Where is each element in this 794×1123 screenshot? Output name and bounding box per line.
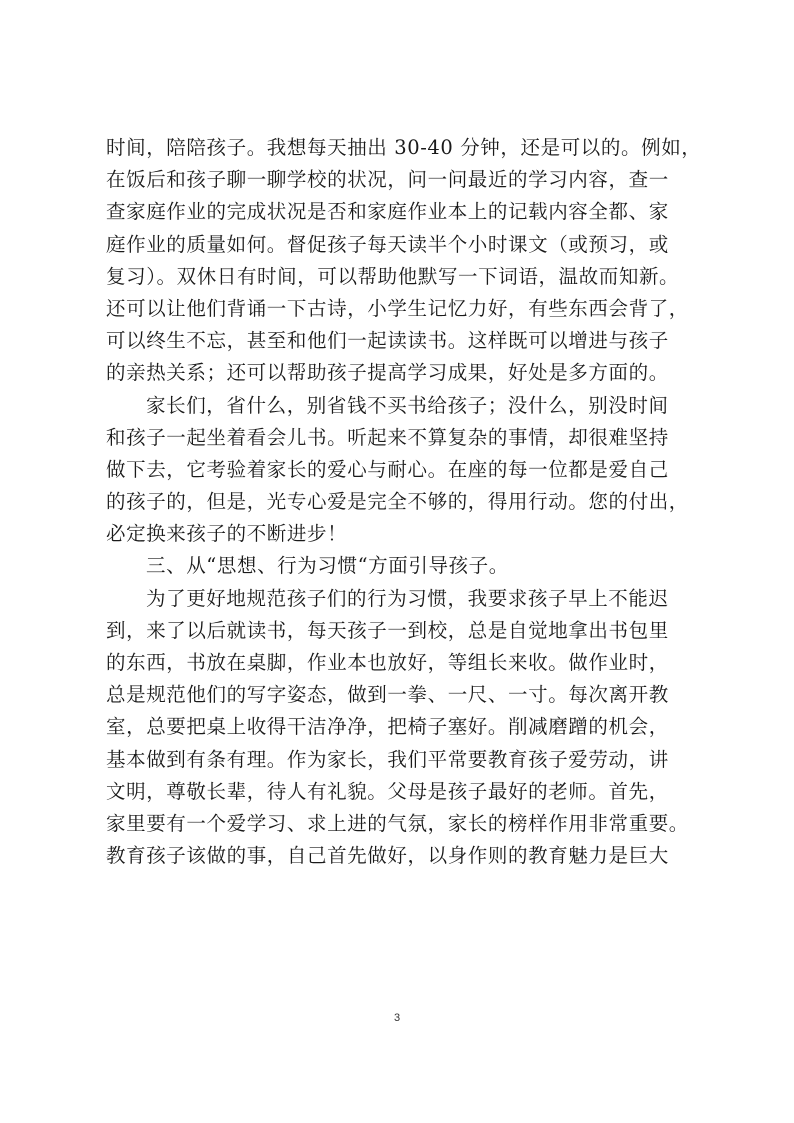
text-line: 和孩子一起坐着看会儿书。听起来不算复杂的事情，却很难坚持 <box>106 425 669 449</box>
text-line: 还可以让他们背诵一下古诗，小学生记忆力好，有些东西会背了， <box>106 296 689 320</box>
text-line: 可以终生不忘，甚至和他们一起读读书。这样既可以增进与孩子 <box>106 329 669 353</box>
section-heading: 三、从“思想、行为习惯“方面引导孩子。 <box>146 554 509 578</box>
text-line: 总是规范他们的写字姿态，做到一拳、一尺、一寸。每次离开教 <box>106 683 669 707</box>
body-text <box>106 132 716 872</box>
text-line: 复习）。双休日有时间，可以帮助他默写一下词语，温故而知新。 <box>106 264 680 288</box>
text-line: 的东西，书放在桌脚，作业本也放好，等组长来收。做作业时， <box>106 651 669 674</box>
text-line: 庭作业的质量如何。督促孩子每天读半个小时课文（或预习，或 <box>106 232 669 256</box>
text-line: 必定换来孩子的不断进步！ <box>106 522 348 546</box>
paragraph-start-line: 为了更好地规范孩子们的行为习惯，我要求孩子早上不能迟 <box>146 586 669 610</box>
text-line: 的孩子的，但是，光专心爱是完全不够的，得用行动。您的付出， <box>106 490 689 514</box>
paragraph-start-line: 家长们，省什么，别省钱不买书给孩子；没什么，别没时间 <box>146 393 669 417</box>
text-line: 的亲热关系；还可以帮助孩子提高学习成果，好处是多方面的。 <box>106 361 669 385</box>
text-line: 到，来了以后就读书，每天孩子一到校，总是自觉地拿出书包里 <box>106 618 669 642</box>
text-line: 文明，尊敬长辈，待人有礼貌。父母是孩子最好的老师。首先， <box>106 779 669 803</box>
text-line: 室，总要把桌上收得干洁净净，把椅子塞好。削减磨蹭的机会， <box>106 715 669 739</box>
text-line: 教育孩子该做的事，自己首先做好，以身作则的教育魅力是巨大 <box>106 844 669 868</box>
text-line: 基本做到有条有理。作为家长，我们平常要教育孩子爱劳动，讲 <box>106 747 669 771</box>
text-line: 在饭后和孩子聊一聊学校的状况，问一问最近的学习内容，查一 <box>106 168 669 192</box>
text-line: 查家庭作业的完成状况是否和家庭作业本上的记载内容全都、家 <box>106 200 669 224</box>
text-line: 家里要有一个爱学习、求上进的气氛，家长的榜样作用非常重要。 <box>106 811 689 835</box>
text-line: 时间，陪陪孩子。我想每天抽出 30-40 分钟，还是可以的。例如， <box>106 136 702 159</box>
text-line: 做下去，它考验着家长的爱心与耐心。在座的每一位都是爱自己 <box>106 457 669 481</box>
page-number: 3 <box>393 1012 401 1024</box>
